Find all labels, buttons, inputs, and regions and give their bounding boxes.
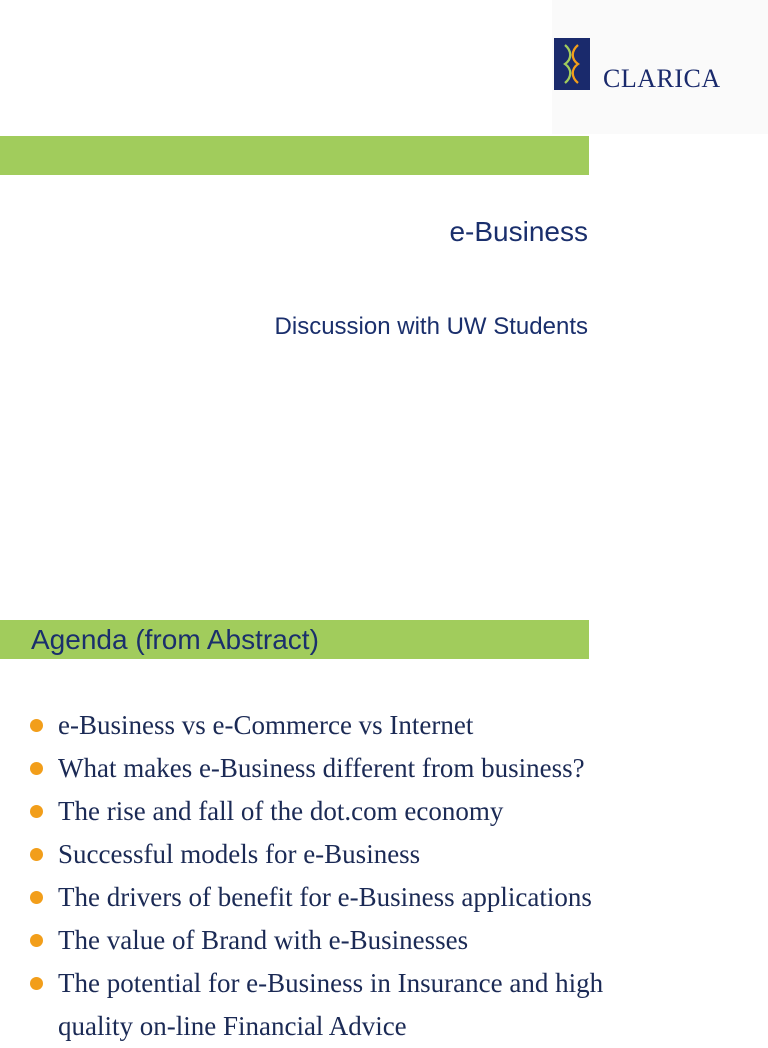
bullet-icon — [30, 805, 43, 818]
slide-title: e-Business — [449, 216, 588, 247]
agenda-item-value-of-brand — [30, 919, 750, 962]
bullet-icon — [30, 977, 43, 990]
slide-subtitle: Discussion with UW Students — [274, 313, 588, 340]
clarica-logo-icon — [554, 38, 590, 90]
bullet-icon — [30, 891, 43, 904]
agenda-item-successful-models — [30, 833, 750, 876]
agenda-header-bar — [0, 620, 589, 659]
agenda-item-text: The rise and fall of the dot.com economy — [58, 796, 504, 826]
agenda-item-continuation — [30, 1005, 750, 1048]
bullet-icon — [30, 762, 43, 775]
clarica-logo-text: CLARICA — [603, 64, 721, 93]
bullet-icon — [30, 934, 43, 947]
agenda-item-drivers-of-benefit — [30, 876, 750, 919]
agenda-item-e-business-vs-e-commerce — [30, 704, 750, 747]
agenda-item-text: The potential for e-Business in Insurance and high — [58, 968, 604, 998]
agenda-item-text: The drivers of benefit for e-Business applications — [58, 882, 592, 912]
agenda-list — [30, 704, 750, 1048]
header-accent-bar — [0, 136, 589, 175]
agenda-item-text: Successful models for e-Business — [58, 839, 421, 869]
agenda-item-what-makes-e-business-different — [30, 747, 750, 790]
agenda-item-text: The value of Brand with e-Businesses — [58, 925, 469, 955]
bullet-icon — [30, 719, 43, 732]
bullet-icon — [30, 848, 43, 861]
agenda-item-text: quality on-line Financial Advice — [58, 1011, 407, 1041]
agenda-item-potential-in-insurance — [30, 962, 750, 1005]
agenda-title: Agenda (from Abstract) — [31, 624, 319, 655]
agenda-item-text: What makes e-Business different from business? — [58, 753, 585, 783]
agenda-item-rise-and-fall — [30, 790, 750, 833]
agenda-item-text: e-Business vs e-Commerce vs Internet — [58, 710, 474, 740]
